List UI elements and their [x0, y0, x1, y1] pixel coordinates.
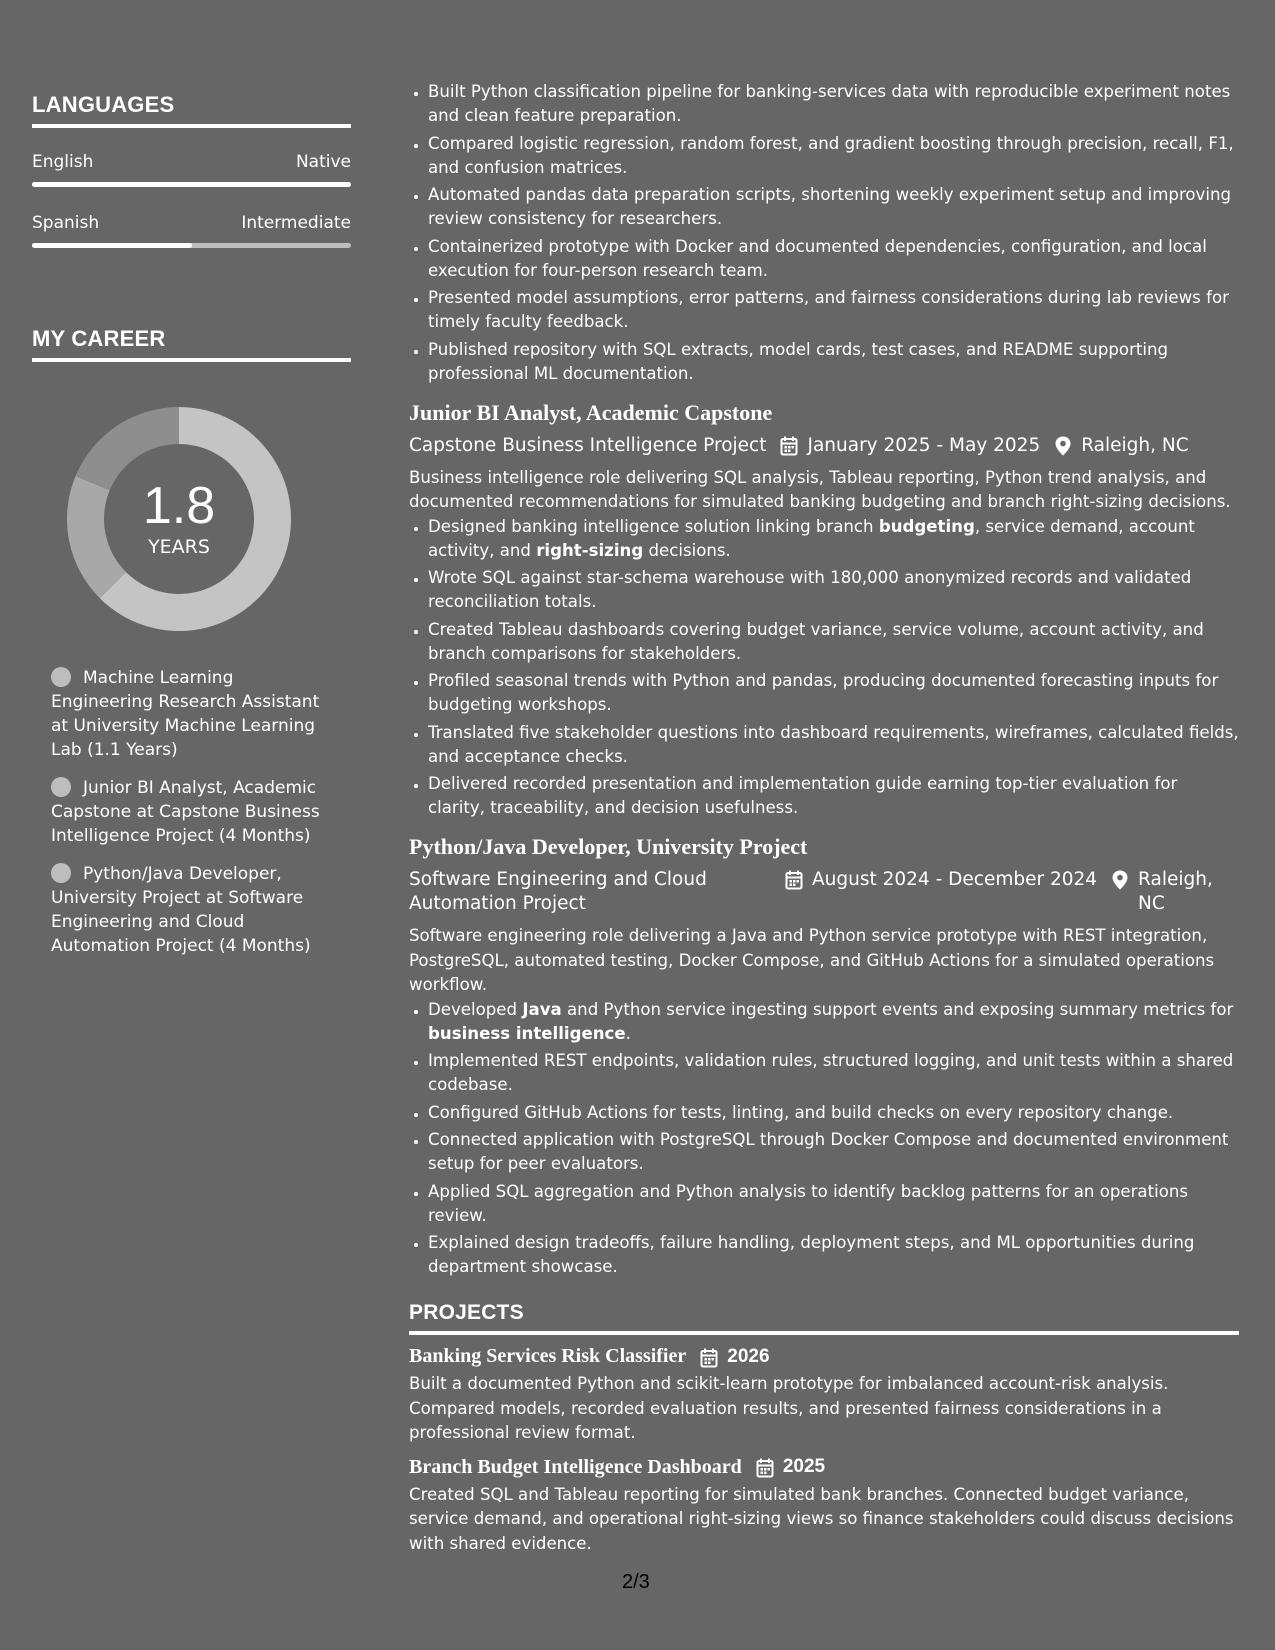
project-year: 2025: [782, 1456, 826, 1477]
career-legend-label: Python/Java Developer, University Project at Software Engineering and Cloud Automation Project (4 Months): [51, 864, 311, 956]
project-year: 2026: [727, 1345, 770, 1367]
project-description: Built a documented Python and scikit-learn prototype for imbalanced account-risk analysis. Compared models, recorded evaluation results, and presented fairness considerations in a professional review format.: [409, 1374, 1169, 1442]
language-item-english: [32, 152, 351, 187]
career-donut-chart: [66, 406, 292, 632]
bullet-item: • Published repository with SQL extracts, model cards, test cases, and README supporting professional ML documentation.: [428, 338, 1239, 386]
language-item-spanish: [32, 213, 351, 248]
bullet-item: • Built Python classification pipeline for banking-services data with reproducible experiment notes and clean feature preparation.: [428, 80, 1239, 128]
company-name: Software Engineering and Cloud Automation Project: [409, 869, 707, 914]
role-dates: August 2024 - December 2024: [812, 869, 1098, 890]
keyword-highlight: business intelligence: [428, 1023, 626, 1043]
career-heading: MY CAREER: [32, 326, 351, 362]
calendar-icon: [700, 1348, 718, 1368]
role-location: Raleigh, NC: [1138, 869, 1213, 914]
language-name: Spanish: [32, 213, 100, 233]
bullet-item: • Connected application with PostgreSQL through Docker Compose and documented environment setup for peer evaluators.: [428, 1128, 1239, 1176]
bullet-item: • Compared logistic regression, random forest, and gradient boosting through precision, recall, F1, and confusion matrices.: [428, 132, 1239, 180]
bullet-item: • Explained design tradeoffs, failure handling, deployment steps, and ML opportunities during department showcase.: [428, 1231, 1239, 1279]
bullet-item: • Profiled seasonal trends with Python and pandas, producing documented forecasting inputs for budgeting workshops.: [428, 669, 1239, 717]
dev-role-bullets: [409, 998, 1239, 1280]
project-title: Branch Budget Intelligence Dashboard: [409, 1455, 742, 1478]
career-legend-item: [51, 862, 326, 958]
bullet-item: • Translated five stakeholder questions into dashboard requirements, wireframes, calculated fields, and acceptance checks.: [428, 721, 1239, 769]
language-proficiency-bar: [32, 182, 351, 187]
language-level: Intermediate: [241, 213, 351, 233]
project-item: [409, 1345, 1239, 1446]
role-title: Junior BI Analyst, Academic Capstone: [409, 399, 773, 425]
keyword-highlight: right-sizing: [536, 540, 644, 560]
bi-role-bullets: [409, 515, 1239, 821]
language-proficiency-fill: [32, 182, 351, 187]
language-name: English: [32, 152, 94, 172]
role-dates: January 2025 - May 2025: [807, 434, 1041, 456]
experience-bi: [409, 400, 1239, 821]
sidebar: [32, 92, 351, 972]
role-description: Software engineering role delivering a Java and Python service prototype with REST integration, PostgreSQL, automated testing, Docker Compose, and GitHub Actions for a simulated operations workflow.: [409, 926, 1215, 994]
bullet-item: • Designed banking intelligence solution linking branch budgeting, service demand, account activity, and right-sizing decisions.: [428, 515, 1239, 563]
projects-heading: PROJECTS: [409, 1301, 1239, 1335]
legend-dot-icon: [51, 667, 71, 687]
language-proficiency-bar: [32, 243, 351, 248]
role-location: Raleigh, NC: [1081, 434, 1189, 456]
career-legend: [51, 666, 326, 958]
bullet-item: • Wrote SQL against star-schema warehouse with 180,000 anonymized records and validated reconciliation totals.: [428, 566, 1239, 614]
languages-heading: LANGUAGES: [32, 92, 351, 128]
company-name: Capstone Business Intelligence Project: [409, 434, 767, 456]
calendar-icon: [785, 870, 803, 890]
language-level: Native: [295, 152, 351, 172]
career-total-unit: YEARS: [148, 536, 210, 558]
role-description: Business intelligence role delivering SQL analysis, Tableau reporting, Python trend analysis, and documented recommendations for simulated banking budgeting and branch right-sizing decisions.: [409, 467, 1231, 511]
bullet-item: • Delivered recorded presentation and implementation guide earning top-tier evaluation for clarity, traceability, and decision usefulness.: [428, 772, 1239, 820]
page-number: 2/3: [622, 1571, 650, 1593]
project-title: Banking Services Risk Classifier: [409, 1345, 687, 1367]
experience-dev: [409, 834, 1239, 1279]
bullet-item: • Applied SQL aggregation and Python analysis to identify backlog patterns for an operations review.: [428, 1180, 1239, 1228]
career-legend-label: Machine Learning Engineering Research Assistant at University Machine Learning Lab (1.1 Years): [51, 668, 320, 760]
career-legend-item: [51, 666, 326, 762]
bullet-item: • Configured GitHub Actions for tests, linting, and build checks on every repository change.: [428, 1101, 1239, 1125]
career-legend-label: Junior BI Analyst, Academic Capstone at Capstone Business Intelligence Project (4 Months): [51, 778, 320, 846]
ml-role-bullets: [409, 80, 1239, 386]
keyword-highlight: Java: [522, 999, 562, 1019]
role-meta: [409, 434, 1239, 458]
role-title: Python/Java Developer, University Project: [409, 834, 808, 859]
bullet-item: • Implemented REST endpoints, validation rules, structured logging, and unit tests within a shared codebase.: [428, 1049, 1239, 1097]
bullet-item: • Developed Java and Python service ingesting support events and exposing summary metrics for business intelligence.: [428, 998, 1239, 1046]
keyword-highlight: budgeting: [878, 516, 975, 536]
calendar-icon: [756, 1458, 774, 1478]
location-pin-icon: [1054, 436, 1072, 456]
location-pin-icon: [1111, 870, 1129, 890]
language-proficiency-fill: [32, 243, 192, 248]
project-item: [409, 1456, 1239, 1557]
legend-dot-icon: [51, 863, 71, 883]
career-legend-item: [51, 776, 326, 848]
project-description: Created SQL and Tableau reporting for simulated bank branches. Connected budget variance, service demand, and operational right-sizing views so finance stakeholders could discuss decisions with shared evidence.: [409, 1484, 1234, 1553]
main-content: [409, 80, 1239, 1556]
role-meta: [409, 868, 1239, 916]
bullet-item: • Created Tableau dashboards covering budget variance, service volume, account activity, and branch comparisons for stakeholders.: [428, 618, 1239, 666]
bullet-item: • Containerized prototype with Docker and documented dependencies, configuration, and local execution for four-person research team.: [428, 235, 1239, 283]
bullet-item: • Presented model assumptions, error patterns, and fairness considerations during lab reviews for timely faculty feedback.: [428, 286, 1239, 334]
calendar-icon: [780, 436, 798, 456]
career-total-years: 1.8: [142, 477, 216, 535]
legend-dot-icon: [51, 777, 71, 797]
bullet-item: • Automated pandas data preparation scripts, shortening weekly experiment setup and improving review consistency for researchers.: [428, 183, 1239, 231]
